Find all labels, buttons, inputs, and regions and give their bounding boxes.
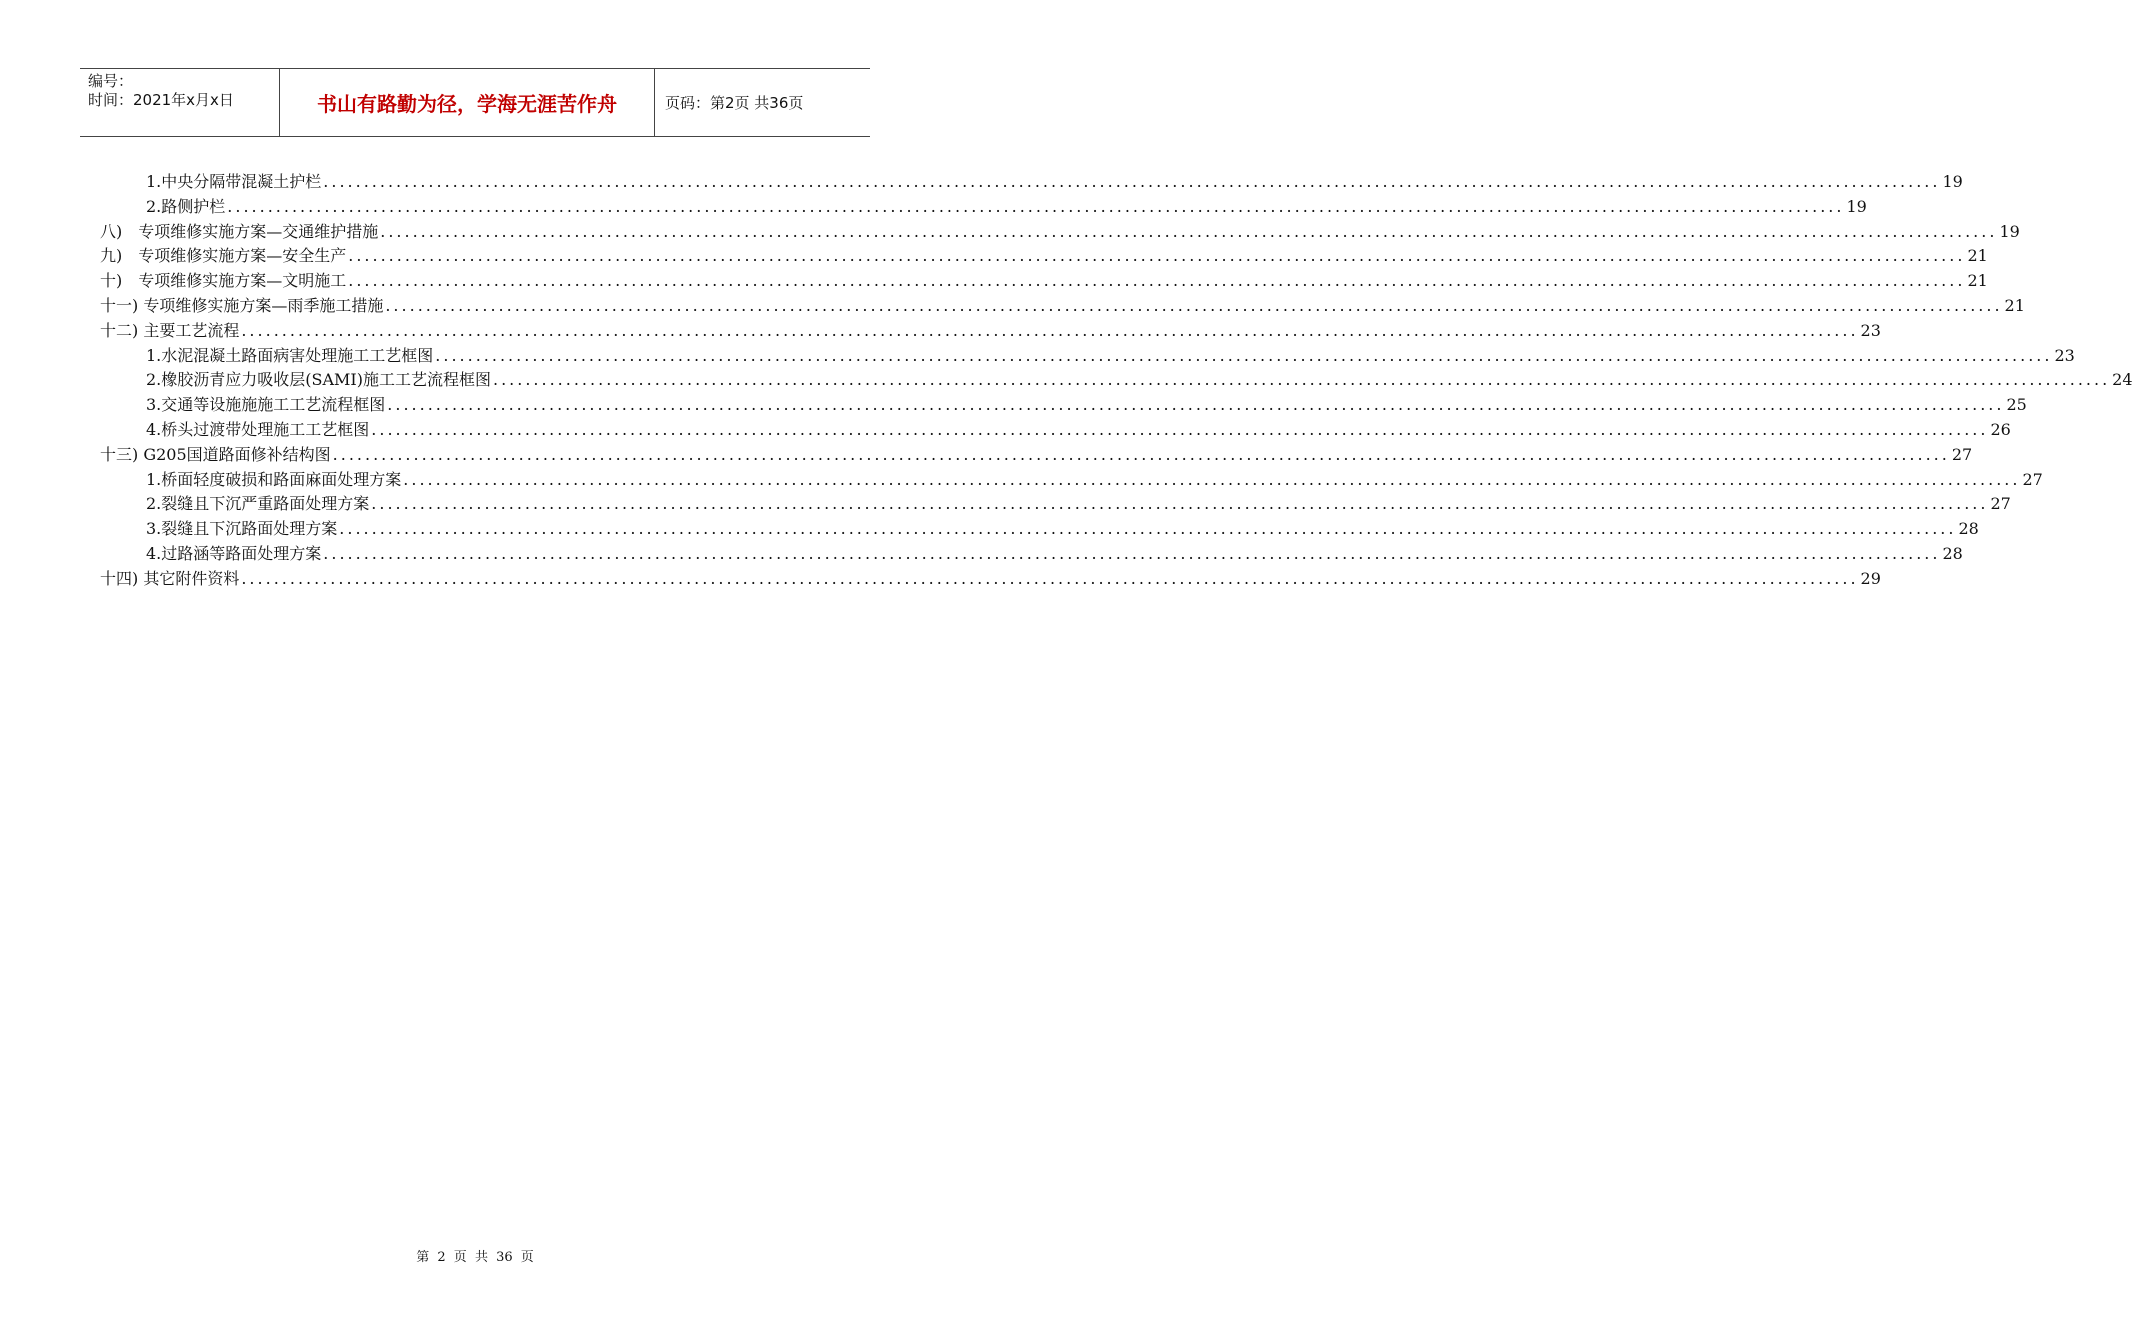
footer-di: 第	[416, 1250, 430, 1265]
toc-entry[interactable]	[100, 269, 1988, 294]
toc-entry-title: 十三) G205国道路面修补结构图	[100, 444, 331, 464]
toc-entry[interactable]	[100, 344, 2075, 369]
toc-leader-dots: ........................................................................................................................................................................................................	[435, 345, 2053, 365]
time-label: 时间：2021年x月x日	[88, 91, 234, 109]
toc-entry-title: 十二) 主要工艺流程	[100, 320, 240, 340]
toc-entry[interactable]	[100, 517, 1979, 542]
toc-leader-dots: ........................................................................................................................................................................................................	[323, 543, 1941, 563]
toc-entry-title: 1.中央分隔带混凝土护栏	[146, 172, 322, 191]
toc-entry-title: 十一) 专项维修实施方案—雨季施工措施	[100, 295, 384, 315]
toc-entry-title: 4.桥头过渡带处理施工工艺框图	[146, 419, 370, 439]
toc-entry-page: 27	[2022, 469, 2043, 489]
toc-entry[interactable]	[100, 393, 2027, 418]
toc-entry-title: 十四) 其它附件资料	[100, 568, 240, 588]
toc-entry-page: 28	[1958, 519, 1979, 539]
toc-entry-page: 29	[1860, 568, 1881, 588]
toc-entry-page: 19	[1846, 196, 1867, 216]
toc-leader-dots: ........................................................................................................................................................................................................	[492, 370, 2111, 390]
toc-entry-title: 2.橡胶沥青应力吸收层(SAMI)施工工艺流程框图	[146, 370, 491, 390]
toc-entry[interactable]	[100, 418, 2011, 443]
footer-page-number: 2	[437, 1250, 446, 1265]
toc-leader-dots: ........................................................................................................................................................................................................	[385, 295, 2003, 315]
toc-entry[interactable]	[100, 170, 1963, 195]
toc-entry-page: 21	[1967, 271, 1988, 291]
toc-entry-title: 八) 专项维修实施方案—交通维护措施	[100, 221, 379, 241]
toc-entry-title: 2.路侧护栏	[146, 196, 226, 216]
page-footer	[0, 1246, 950, 1265]
toc-entry-title: 2.裂缝且下沉严重路面处理方案	[146, 494, 370, 514]
toc-entry-page: 21	[1967, 246, 1988, 266]
footer-ye2: 页	[520, 1250, 534, 1265]
toc-entry[interactable]	[100, 195, 1867, 220]
serial-label: 编号：	[88, 72, 134, 90]
toc-entry-page: 27	[1951, 444, 1973, 464]
toc-entry[interactable]	[100, 294, 2025, 319]
table-of-contents	[100, 170, 2133, 592]
toc-entry[interactable]	[100, 492, 2011, 517]
toc-leader-dots: ........................................................................................................................................................................................................	[241, 320, 1859, 340]
toc-entry-page: 23	[2054, 345, 2075, 365]
toc-entry[interactable]	[100, 220, 2020, 245]
toc-leader-dots: ........................................................................................................................................................................................................	[380, 221, 1998, 241]
toc-entry[interactable]	[100, 244, 1988, 269]
toc-entry[interactable]	[100, 319, 1881, 344]
toc-leader-dots: ........................................................................................................................................................................................................	[227, 196, 1845, 216]
toc-entry-page: 19	[1999, 221, 2020, 241]
toc-entry[interactable]	[100, 368, 2133, 393]
toc-leader-dots: ........................................................................................................................................................................................................	[348, 271, 1966, 291]
toc-entry[interactable]	[100, 542, 1963, 567]
toc-leader-dots: ........................................................................................................................................................................................................	[323, 172, 1941, 191]
toc-entry-title: 九) 专项维修实施方案—安全生产	[100, 246, 347, 266]
toc-entry[interactable]	[100, 443, 1973, 468]
page-header	[80, 68, 870, 137]
toc-entry-title: 1.桥面轻度破损和路面麻面处理方案	[146, 469, 402, 489]
toc-leader-dots: ........................................................................................................................................................................................................	[387, 395, 2005, 415]
toc-leader-dots: ........................................................................................................................................................................................................	[348, 246, 1966, 266]
toc-entry-page: 19	[1942, 172, 1963, 191]
toc-entry-title: 4.过路涵等路面处理方案	[146, 543, 322, 563]
footer-gong: 共	[474, 1250, 488, 1265]
toc-entry-title: 3.裂缝且下沉路面处理方案	[146, 519, 338, 539]
toc-leader-dots: ........................................................................................................................................................................................................	[339, 519, 1957, 539]
toc-entry-page: 27	[1990, 494, 2011, 514]
footer-ye: 页	[453, 1250, 467, 1265]
toc-entry-title: 3.交通等设施施施工工艺流程框图	[146, 395, 386, 415]
footer-total-pages: 36	[496, 1250, 513, 1265]
header-meta	[80, 69, 280, 136]
toc-entry[interactable]	[100, 567, 1881, 592]
toc-leader-dots: ........................................................................................................................................................................................................	[332, 444, 1950, 464]
toc-leader-dots: ........................................................................................................................................................................................................	[371, 419, 1989, 439]
toc-entry-page: 21	[2004, 295, 2025, 315]
toc-entry-title: 十) 专项维修实施方案—文明施工	[100, 271, 347, 291]
toc-entry-page: 24	[2112, 370, 2133, 390]
header-motto: 书山有路勤为径，学海无涯苦作舟	[280, 69, 655, 136]
header-page-info: 页码：第2页 共36页	[665, 94, 804, 112]
toc-entry[interactable]	[100, 468, 2043, 493]
toc-entry-page: 26	[1990, 419, 2011, 439]
toc-entry-page: 25	[2006, 395, 2027, 415]
toc-leader-dots: ........................................................................................................................................................................................................	[403, 469, 2021, 489]
toc-leader-dots: ........................................................................................................................................................................................................	[241, 568, 1859, 588]
toc-entry-page: 28	[1942, 543, 1963, 563]
toc-entry-title: 1.水泥混凝土路面病害处理施工工艺框图	[146, 345, 434, 365]
toc-entry-page: 23	[1860, 320, 1881, 340]
toc-leader-dots: ........................................................................................................................................................................................................	[371, 494, 1989, 514]
